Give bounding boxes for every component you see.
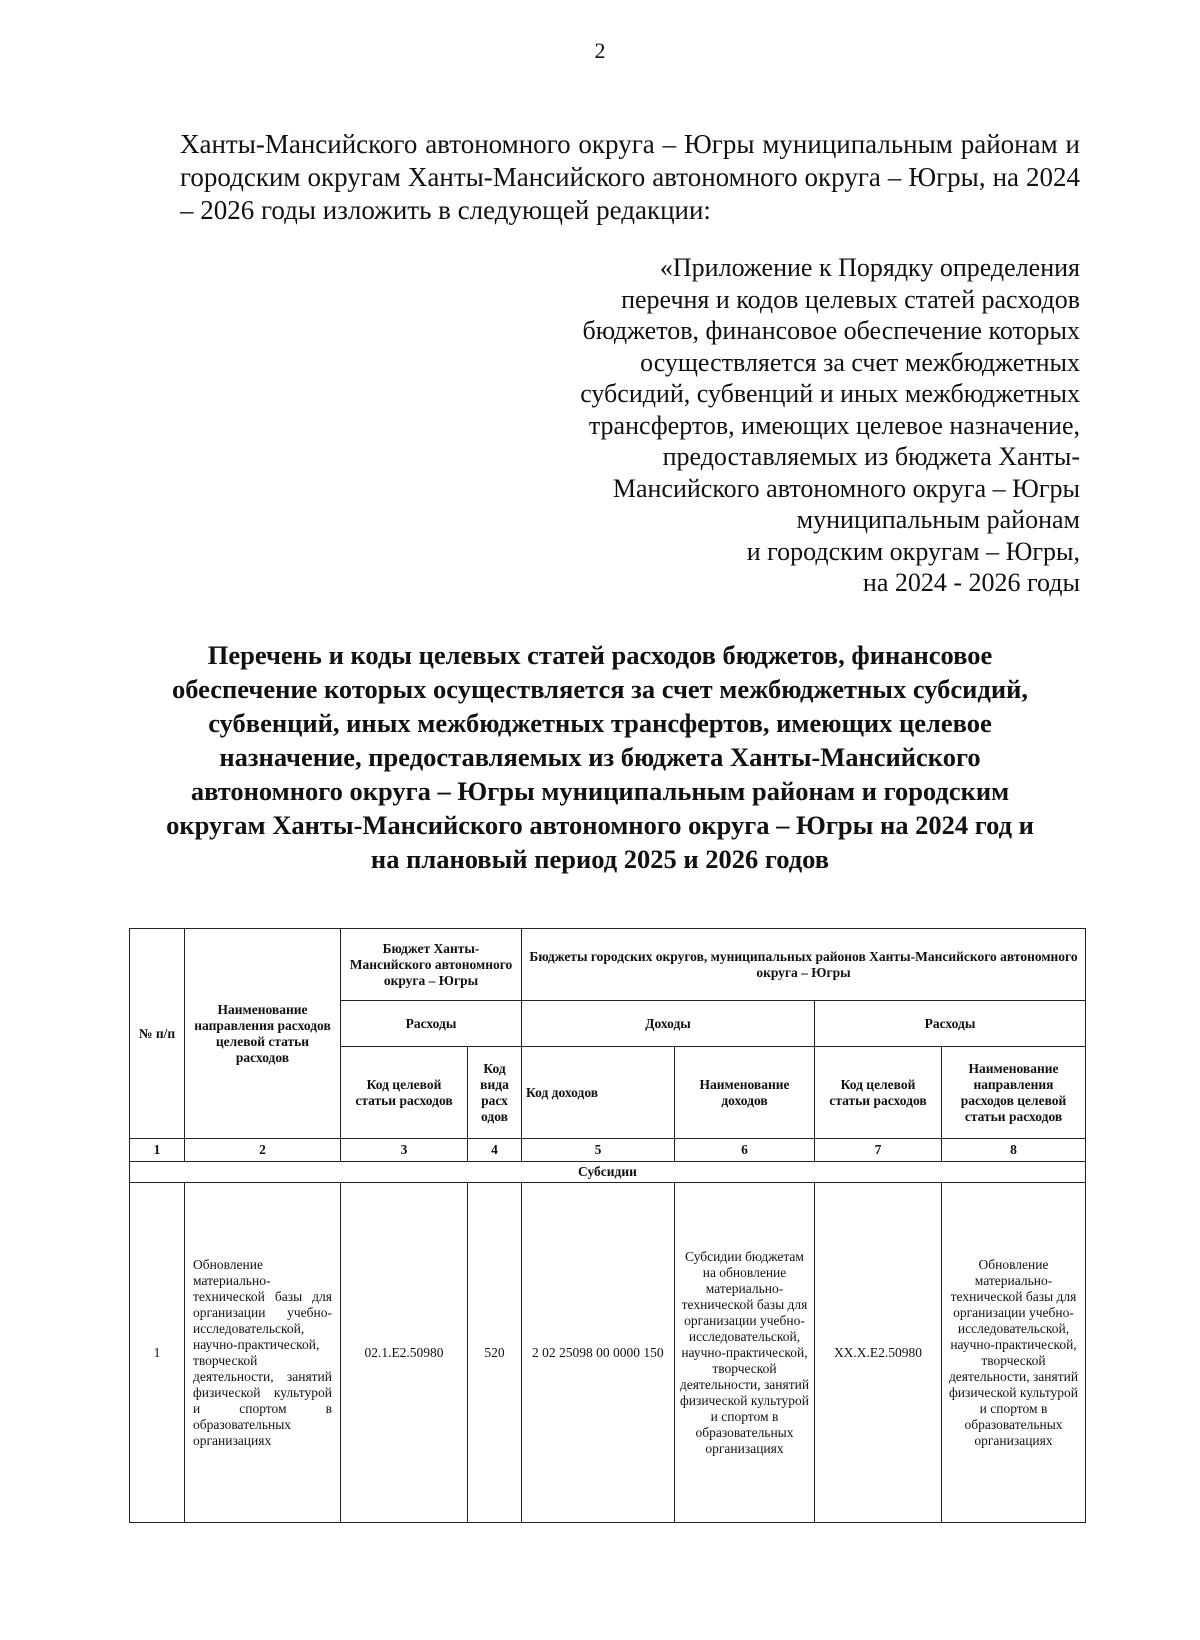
row-income-name: Субсидии бюджетам на обновление материально-технической базы для организации учебно-исследовательской, научно-практической, творческой деятельности, занятий физической культурой и спортом в образовательных организациях [675, 1183, 815, 1523]
page-number: 2 [594, 38, 606, 63]
appendix-line: субсидий, субвенций и иных межбюджетных [580, 379, 1080, 408]
appendix-line: и городским округам – Югры, [746, 536, 1080, 566]
column-number: 7 [815, 1139, 942, 1162]
header-name: Наименование направления расходов целевой статьи расходов [185, 929, 341, 1139]
column-number: 4 [468, 1139, 522, 1162]
table-row [130, 1183, 1086, 1523]
column-number: 8 [942, 1139, 1086, 1162]
header-num: № п/п [130, 929, 185, 1139]
row-target-code: 02.1.Е2.50980 [341, 1183, 468, 1523]
row-num: 1 [130, 1183, 185, 1523]
appendix-line: предоставляемых из бюджета Ханты- [662, 442, 1080, 471]
header-expenses-municipal: Расходы [815, 1001, 1086, 1047]
row-target-code-municipal: XX.X.Е2.50980 [815, 1183, 942, 1523]
document-title: Перечень и коды целевых статей расходов бюджетов, финансовое обеспечение которых осуществляется за счет межбюджетных субсидий, субвенций, иных межбюджетных трансфертов, имеющих целевое назначение, предоставляемых из бюджета Ханты-Мансийского автономного округа – Югры муниципальным районам и городским округам Ханты-Мансийского автономного округа – Югры на 2024 год и на плановый период 2025 и 2026 годов [166, 640, 1034, 874]
header-target-code-municipal: Код целевой статьи расходов [815, 1047, 942, 1139]
appendix-line: бюджетов, финансовое обеспечение которых [582, 316, 1080, 345]
row-direction-name: Обновление материально-технической базы для организации учебно-исследовательской, научно-практической, творческой деятельности, занятий физической культурой и спортом в образовательных организациях [942, 1183, 1086, 1523]
appendix-caption [460, 252, 1080, 599]
section-label: Субсидии [130, 1162, 1086, 1183]
appendix-line: перечня и кодов целевых статей расходов [621, 284, 1080, 314]
row-income-code: 2 02 25098 00 0000 150 [522, 1183, 675, 1523]
intro-paragraph: Ханты-Мансийского автономного округа – Югры муниципальным районам и городским округам Ханты-Мансийского автономного округа – Югры, на 2024 – 2026 годы изложить в следующей редакции: [180, 129, 1080, 225]
header-expense-type-code: Код вида расх одов [468, 1047, 522, 1139]
appendix-line: «Приложение к Порядку определения [659, 253, 1080, 282]
header-municipal-budgets: Бюджеты городских округов, муниципальных районов Ханты-Мансийского автономного округа – Югры [522, 929, 1086, 1001]
column-number: 6 [675, 1139, 815, 1162]
appendix-line: осуществляется за счет межбюджетных [640, 347, 1080, 377]
column-number: 3 [341, 1139, 468, 1162]
appendix-line: трансфертов, имеющих целевое назначение, [588, 410, 1080, 440]
appendix-line: Мансийского автономного округа – Югры [612, 473, 1080, 503]
header-expenses: Расходы [341, 1001, 522, 1047]
header-income: Доходы [522, 1001, 815, 1047]
column-number: 1 [130, 1139, 185, 1162]
header-target-code: Код целевой статьи расходов [341, 1047, 468, 1139]
appendix-line: муниципальным районам [796, 505, 1080, 534]
row-name: Обновление материально-технической базы для организации учебно-исследовательской, научно-практической, творческой деятельности, занятий физической культурой и спортом в образовательных организациях [185, 1183, 341, 1523]
column-number: 5 [522, 1139, 675, 1162]
appendix-line: на 2024 - 2026 годы [862, 568, 1080, 597]
header-direction-name: Наименование направления расходов целевой статьи расходов [942, 1047, 1086, 1139]
column-number: 2 [185, 1139, 341, 1162]
header-okrug-budget: Бюджет Ханты-Мансийского автономного округа – Югры [341, 929, 522, 1001]
row-expense-type-code: 520 [468, 1183, 522, 1523]
codes-table [129, 928, 1086, 1523]
header-income-name: Наименование доходов [675, 1047, 815, 1139]
header-income-code: Код доходов [522, 1047, 675, 1139]
